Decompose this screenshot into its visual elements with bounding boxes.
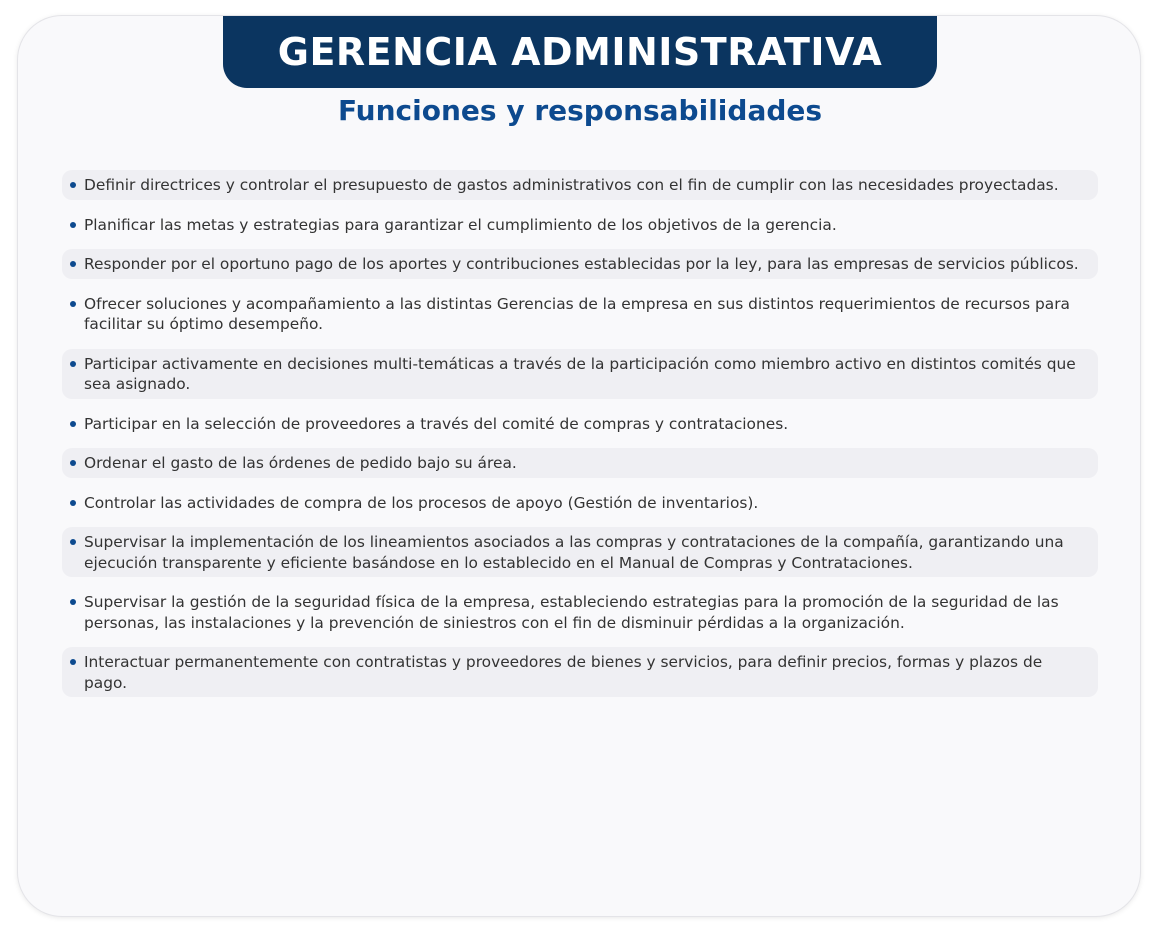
list-item: [62, 170, 1098, 200]
list-item-text: Interactuar permanentemente con contratistas y proveedores de bienes y servicios, para definir precios, formas y plazos de pago.: [84, 653, 1043, 692]
bullet-icon: [70, 539, 76, 545]
list-item-text: Participar activamente en decisiones multi-temáticas a través de la participación como miembro activo en distintos comités que sea asignado.: [84, 354, 1076, 393]
page-title: GERENCIA ADMINISTRATIVA: [277, 30, 883, 74]
list-item-text: Supervisar la gestión de la seguridad física de la empresa, estableciendo estrategias para la promoción de la seguridad de las personas, las instalaciones y la prevención de siniestros con el fin de disminuir pérdidas a la organización.: [84, 593, 1059, 632]
bullet-icon: [70, 361, 76, 367]
list-item: [62, 210, 1098, 240]
list-item-text: Controlar las actividades de compra de los procesos de apoyo (Gestión de inventarios).: [84, 493, 759, 512]
bullet-icon: [70, 182, 76, 188]
list-item: [62, 289, 1098, 339]
list-item-text: Definir directrices y controlar el presupuesto de gastos administrativos con el fin de cumplir con las necesidades proyectadas.: [84, 176, 1059, 194]
bullet-icon: [70, 301, 76, 307]
list-item: [62, 249, 1098, 279]
bullet-icon: [70, 421, 76, 427]
list-item: [62, 448, 1098, 478]
page-subtitle: Funciones y responsabilidades: [337, 94, 823, 127]
list-item: [62, 488, 1098, 518]
list-item-text: Supervisar la implementación de los lineamientos asociados a las compras y contrataciones de la compañía, garantizando una ejecución transparente y eficiente basándose en lo establecido en el Manual de Compras y Contrataciones.: [84, 533, 1064, 572]
list-item: [62, 527, 1098, 577]
bullet-icon: [70, 659, 76, 665]
list-item: [62, 349, 1098, 399]
responsibilities-list: [62, 170, 1098, 707]
list-item: [62, 647, 1098, 697]
list-item-text: Ofrecer soluciones y acompañamiento a las distintas Gerencias de la empresa en sus distintos requerimientos de recursos para facilitar su óptimo desempeño.: [84, 294, 1070, 333]
bullet-icon: [70, 599, 76, 605]
list-item-text: Participar en la selección de proveedores a través del comité de compras y contrataciones.: [84, 414, 789, 433]
list-item-text: Ordenar el gasto de las órdenes de pedido bajo su área.: [84, 454, 517, 472]
list-item-text: Planificar las metas y estrategias para garantizar el cumplimiento de los objetivos de la gerencia.: [84, 215, 837, 234]
bullet-icon: [70, 500, 76, 506]
bullet-icon: [70, 460, 76, 466]
list-item: [62, 409, 1098, 439]
bullet-icon: [70, 222, 76, 228]
list-item: [62, 587, 1098, 637]
bullet-icon: [70, 261, 76, 267]
title-banner: [223, 16, 937, 88]
list-item-text: Responder por el oportuno pago de los aportes y contribuciones establecidas por la ley, para las empresas de servicios públicos.: [84, 255, 1079, 273]
